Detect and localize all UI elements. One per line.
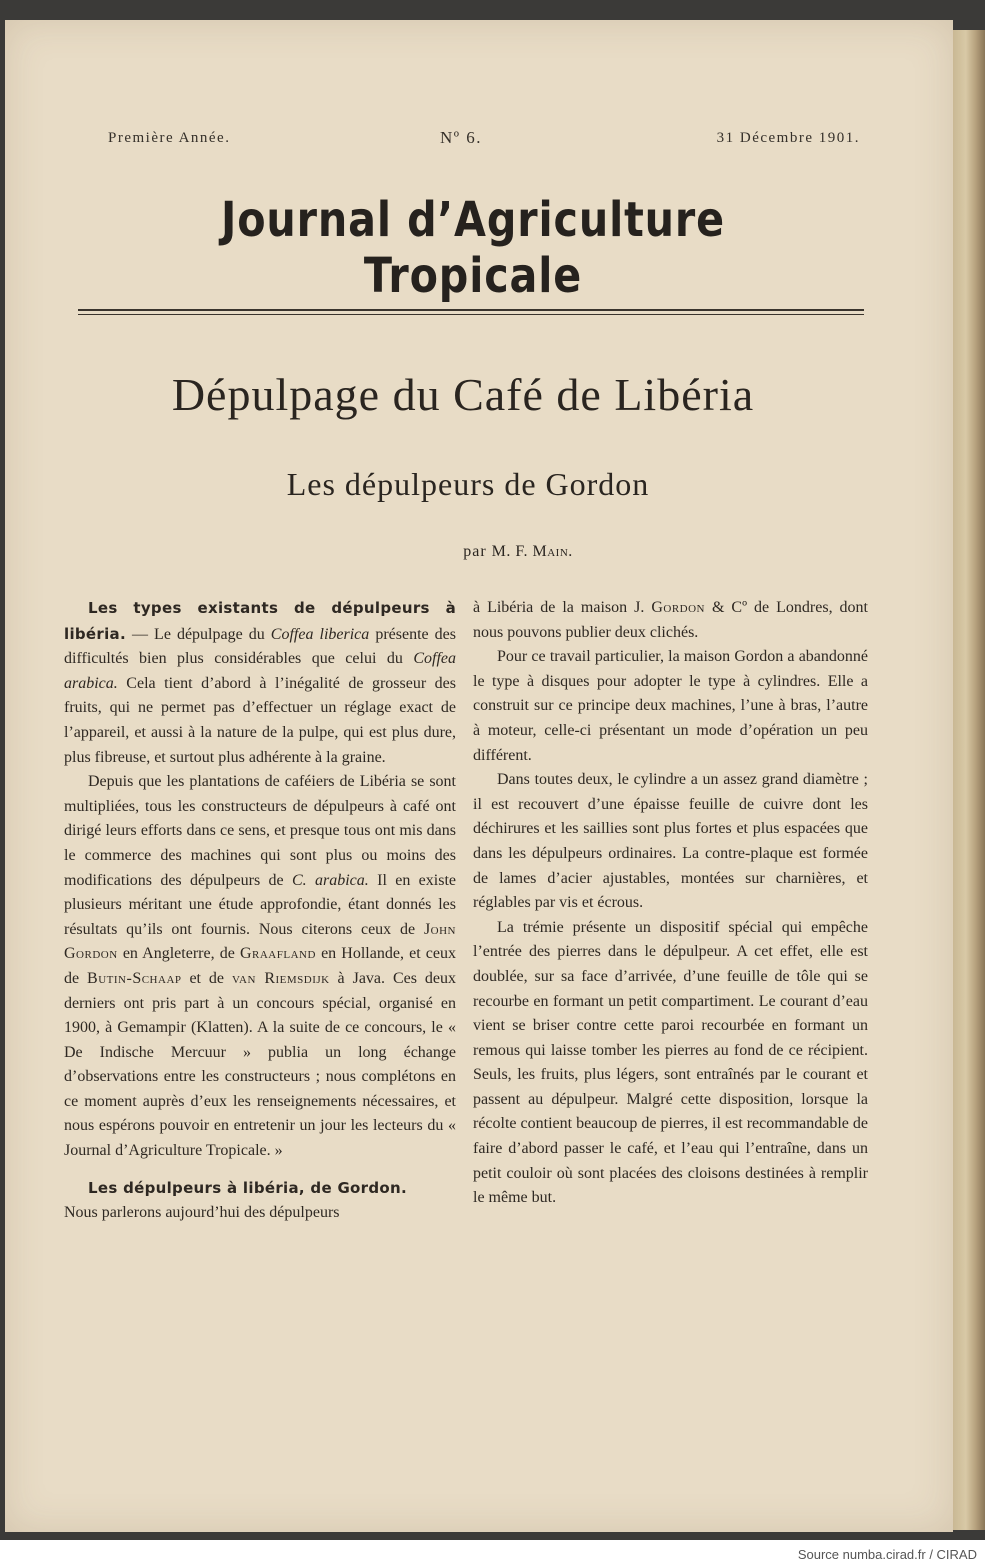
- title-rule-thin: [78, 314, 864, 315]
- paragraph-maison-gordon: à Libéria de la maison J. Gordon & Cº de Londres, dont nous pouvons publier deux clichés.: [473, 599, 868, 641]
- title-rule-thick: [78, 309, 864, 311]
- right-column: [473, 596, 868, 1211]
- source-credit: Source numba.cirad.fr / CIRAD: [797, 1547, 977, 1562]
- running-header: [100, 130, 860, 152]
- section-heading: Les types existants de dépulpeurs à libéria.: [64, 599, 456, 643]
- header-issue-number: Nº 6.: [440, 128, 483, 147]
- paragraph-plantations: Depuis que les plantations de caféiers de Libéria se sont multipliées, tous les constructeurs de dépulpeurs à café ont dirigé leurs efforts dans ce sens, et presque tous ont mis dans le commerce des machines qui sont plus ou moins des modifications des dépulpeurs de C. arabica. Il en existe plusieurs méritant une étude approfondie, étant donnés les résultats qu’ils ont fournis. Nous citerons ceux de John Gordon en Angleterre, de Graafland en Hollande, et ceux de Butin-Schaap et de van Riemsdijk à Java. Ces deux derniers ont pris part à un concours spécial, organisé en 1900, à Gemampir (Klatten). A la suite de ce concours, le « De Indische Mercuur » publia un long échange d’observations entre les constructeurs ; nous complétons en ce moment auprès d’eux les renseignements nécessaires, et nous espérons pouvoir en entretenir un jour les lecteurs du « Journal d’Agriculture Tropicale. »: [64, 773, 457, 1160]
- byline-prefix: par: [463, 543, 487, 560]
- article-byline: [78, 543, 958, 561]
- section-heading: Les dépulpeurs à libéria, de Gordon.: [88, 1178, 407, 1197]
- paragraph-cylindre: Dans toutes deux, le cylindre a un assez grand diamètre ; il est recouvert d’une épaisse feuille de cuivre dont les déchirures et les saillies sont plus fortes et plus espacées que dans les dépulpeurs ordinaires. La contre-plaque est formée de lames d’acier ajustables, montées sur charnières, et réglables par vis et écrous.: [473, 771, 868, 912]
- article-subtitle: Les dépulpeurs de Gordon: [286, 466, 650, 502]
- header-date: 31 Décembre 1901.: [716, 130, 860, 146]
- header-year: Première Année.: [108, 130, 231, 146]
- byline-author: M. F. Main.: [491, 543, 573, 560]
- left-column: [64, 596, 456, 1226]
- paragraph-travail-particulier: Pour ce travail particulier, la maison Gordon a abandonné le type à disques pour adopter le type à cylindres. Elle a construit sur ce principe deux machines, l’une à bras, l’autre à moteur, celle-ci présentant un mode d’opération un peu différent.: [473, 648, 868, 764]
- paragraph-tremie: La trémie présente un dispositif spécial qui empêche l’entrée des pierres dans le dépulpeur. A cet effet, elle est doublée, sur sa face d’arrivée, d’une feuille de tôle qui se recourbe en formant un petit compartiment. Le courant d’eau vient se briser contre cette paroi recourbée en formant un remous qui laisse tomber les pierres au fond de ce récipient. Seuls, les fruits, plus légers, sont entraînés par le courant et passent au dépulpeur. Malgré cette disposition, lorsque la récolte contient beaucoup de pierres, il est recommandable de faire d’abord passer le café, et l’eau qui l’entraîne, dans un petit couloir où sont placées des cloisons destinées à remplir le même but.: [473, 918, 868, 1207]
- book-page-edge: [953, 30, 985, 1530]
- article-title: Dépulpage du Café de Libéria: [171, 369, 755, 420]
- paragraph-types-existants: Les types existants de dépulpeurs à libéria. — Le dépulpage du Coffea liberica présente des difficultés bien plus considérables que celui du Coffea arabica. Cela tient d’abord à l’inégalité de grosseur des fruits, qui ne permet pas d’effectuer un réglage exact de l’appareil, et aussi à la nature de la pulpe, qui est plus dure, plus fibreuse, et surtout plus adhérente à la graine.: [64, 599, 456, 766]
- paragraph-gordon-heading: Les dépulpeurs à libéria, de Gordon. Nous parlerons aujourd’hui des dépulpeurs: [64, 1178, 407, 1222]
- journal-title: Journal d’Agriculture Tropicale: [220, 192, 726, 304]
